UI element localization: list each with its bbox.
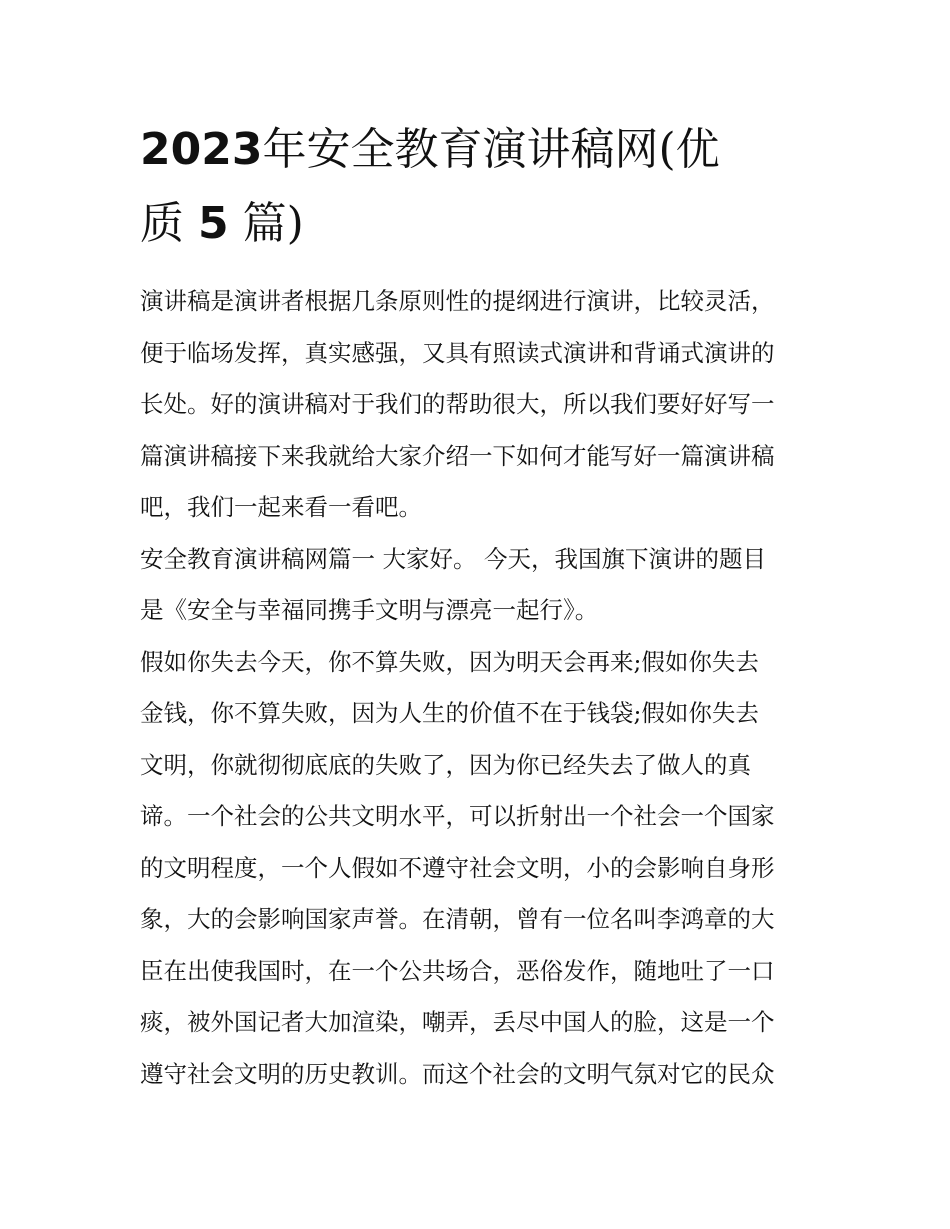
body-line: 假如你失去今天，你不算失败，因为明天会再来;假如你失去 [140, 647, 759, 676]
body-line: 金钱，你不算失败，因为人生的价值不在于钱袋;假如你失去 [140, 699, 759, 727]
body-line: 便于临场发挥，真实感强，又具有照读式演讲和背诵式演讲的 [140, 338, 775, 367]
body-line: 的文明程度，一个人假如不遵守社会文明，小的会影响自身形 [140, 853, 775, 882]
body-line: 吧，我们一起来看一看吧。 [140, 493, 422, 521]
body-line: 篇演讲稿接下来我就给大家介绍一下如何才能写好一篇演讲稿 [140, 441, 775, 470]
body-line: 象，大的会影响国家声誉。在清朝，曾有一位名叫李鸿章的大 [140, 905, 775, 933]
body-line: 痰，被外国记者大加渲染，嘲弄，丢尽中国人的脸，这是一个 [140, 1008, 775, 1036]
title-text: 质 [140, 198, 184, 249]
title-text: 年安全教育演讲稿网(优 [262, 124, 720, 175]
body-line: 遵守社会文明的历史教训。而这个社会的文明气氛对它的民众 [140, 1059, 775, 1088]
title-line [140, 113, 820, 187]
title-text: 篇) [242, 198, 304, 249]
title-line [140, 187, 820, 261]
body-line: 谛。一个社会的公共文明水平，可以折射出一个社会一个国家 [140, 802, 775, 830]
title-year: 2023 [140, 124, 263, 175]
body-line: 长处。好的演讲稿对于我们的帮助很大，所以我们要好好写一 [140, 390, 775, 418]
body-line: 臣在出使我国时，在一个公共场合，恶俗发作，随地吐了一口 [140, 956, 775, 985]
document-title [140, 113, 820, 261]
body-line: 安全教育演讲稿网篇一 大家好。 今天，我国旗下演讲的题目 [140, 544, 766, 573]
body-line: 演讲稿是演讲者根据几条原则性的提纲进行演讲，比较灵活， [140, 287, 775, 315]
body-line: 是《安全与幸福同携手文明与漂亮一起行》。 [140, 596, 599, 624]
document-body [140, 276, 820, 1100]
title-count: 5 [198, 198, 229, 249]
body-line: 文明，你就彻彻底底的失败了，因为你已经失去了做人的真 [140, 750, 751, 779]
